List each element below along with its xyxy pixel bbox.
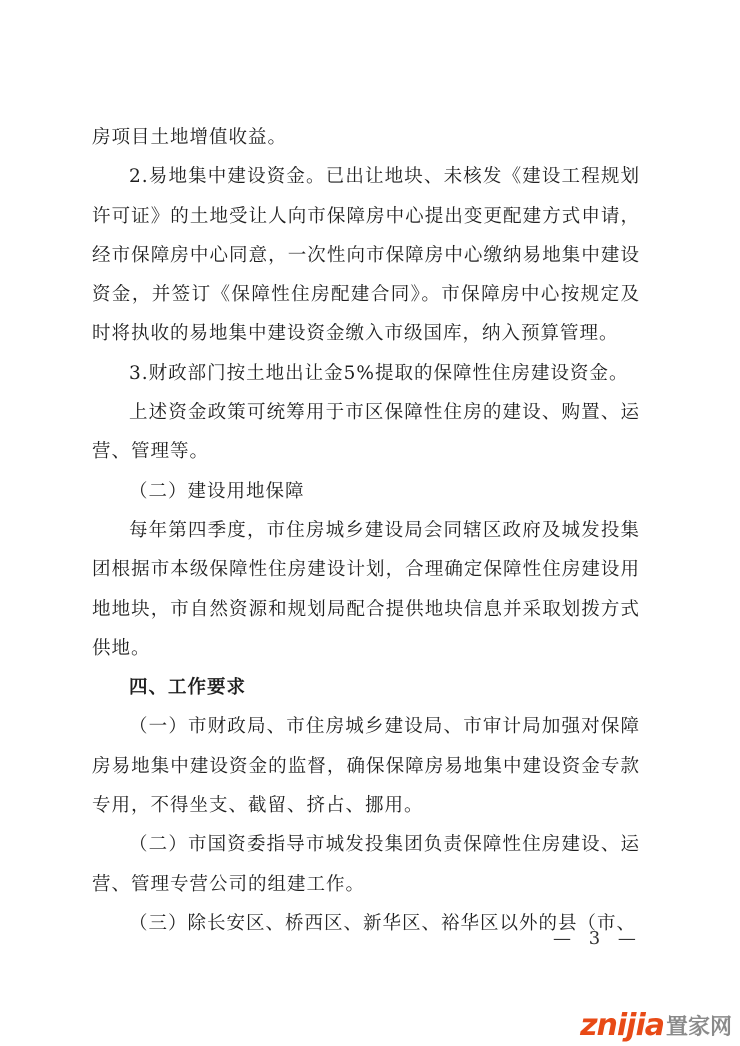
paragraph-requirement-2: （二）市国资委指导市城发投集团负责保障性住房建设、运营、管理专营公司的组建工作。: [92, 834, 640, 895]
subheading-land-guarantee: （二）建设用地保障: [129, 480, 305, 502]
paragraph-land-guarantee: 每年第四季度，市住房城乡建设局会同辖区政府及城发投集团根据市本级保障性住房建设计划，合理确定保障性住房建设用地地块，市自然资源和规划局配合提供地块信息并采取划拨方式供地。: [92, 519, 640, 659]
page-number: — 3 —: [553, 928, 642, 949]
paragraph-item-3: 3.财政部门按土地出让金5%提取的保障性住房建设资金。: [129, 362, 629, 384]
paragraph-requirement-3: （三）除长安区、桥西区、新华区、裕华区以外的县（市、: [129, 912, 637, 934]
paragraph-continuation: 房项目土地增值收益。: [92, 127, 288, 148]
paragraph-item-2: 2.易地集中建设资金。已出让地块、未核发《建设工程规划许可证》的土地受让人向市保障房中心提出变更配建方式申请，经市保障房中心同意，一次性向市保障房中心缴纳易地集中建设资金，并签订《保障性住房配建合同》。市保障房中心按规定及时将执收的易地集中建设资金缴入市级国库，纳入预算管理。: [92, 166, 640, 345]
watermark-chinese: 置家网: [665, 1014, 732, 1040]
paragraph-requirement-1: （一）市财政局、市住房城乡建设局、市审计局加强对保障房易地集中建设资金的监督，确保保障房易地集中建设资金专款专用，不得坐支、截留、挤占、挪用。: [92, 716, 640, 817]
watermark-logo: [580, 1007, 732, 1043]
document-body: [92, 118, 640, 943]
watermark-latin: znijia: [580, 1007, 664, 1043]
paragraph-summary: 上述资金政策可统筹用于市区保障性住房的建设、购置、运营、管理等。: [92, 402, 640, 463]
section-heading-work-requirements: 四、工作要求: [129, 677, 247, 699]
